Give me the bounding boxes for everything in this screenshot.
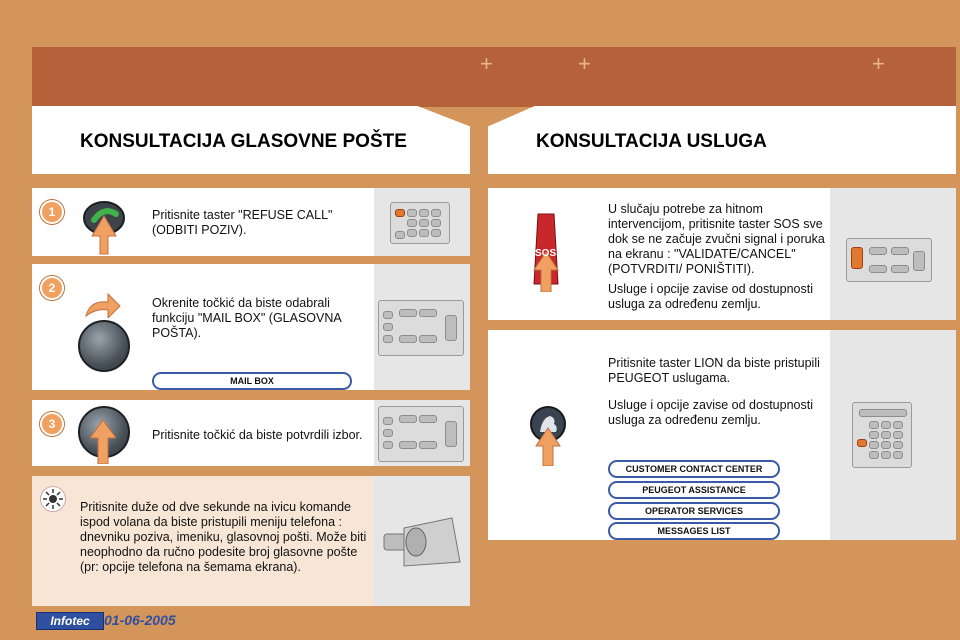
- sos-text: U slučaju potrebe za hitnom intervencijom, pritisnite taster SOS sve dok se ne začuje zvučni signal i poruka na ekranu : "VALIDATE/CANCEL" (POTVRDITI/ PONIŠTITI).: [608, 202, 825, 276]
- keypad-device: [852, 402, 912, 468]
- tip-text: Pritisnite duže od dve sekunde na ivicu komande ispod volana da biste pristupili meniju telefona : dnevniku poziva, imeniku, glasovnoj pošti. Može biti neophodno da ručno podesite broj glasovne pošte (pr: opcije telefona na šemama ekrana).: [80, 500, 367, 574]
- steering-stalk-icon: [380, 512, 464, 572]
- footer-date: 01-06-2005: [104, 612, 176, 628]
- plus-ornament-icon: +: [578, 51, 591, 76]
- page-title-right: KONSULTACIJA USLUGA: [536, 131, 767, 152]
- lion-text: Pritisnite taster LION da biste pristupili PEUGEOT uslugama.: [608, 356, 820, 385]
- menu-item-operator-services[interactable]: OPERATOR SERVICES: [608, 502, 780, 520]
- step-2-panel: [32, 264, 470, 390]
- step-3-panel: [32, 400, 470, 466]
- step-3-text: Pritisnite točkić da biste potvrdili izbor.: [152, 428, 363, 442]
- infotec-logo: Infotec: [36, 612, 104, 630]
- sos-availability-text: Usluge i opcije zavise od dostupnosti usluga za određenu zemlju.: [608, 282, 813, 311]
- rotary-knob-icon: [78, 320, 130, 372]
- rotate-arrow-icon: [82, 292, 122, 318]
- tip-sun-icon: [40, 486, 66, 512]
- step-number-badge: 1: [40, 200, 64, 224]
- header-band: [32, 47, 956, 107]
- sos-label: SOS: [535, 248, 557, 259]
- phone-reject-button-icon: [76, 194, 136, 256]
- page-title-left: KONSULTACIJA GLASOVNE POŠTE: [80, 131, 407, 152]
- menu-item-messages-list[interactable]: MESSAGES LIST: [608, 522, 780, 540]
- lion-panel: [488, 330, 956, 540]
- tip-panel: [32, 476, 470, 606]
- step-2-text: Okrenite točkić da biste odabrali funkciju "MAIL BOX" (GLASOVNA POŠTA).: [152, 296, 342, 340]
- menu-item-customer-contact-center[interactable]: CUSTOMER CONTACT CENTER: [608, 460, 780, 478]
- press-arrow-icon: [90, 420, 116, 464]
- step-number-badge: 3: [40, 412, 64, 436]
- step-number-badge: 2: [40, 276, 64, 300]
- lion-button-icon: [528, 406, 568, 466]
- device-illustration-panel: [374, 188, 470, 256]
- radio-device: [378, 406, 464, 462]
- step-1-panel: [32, 188, 470, 256]
- plus-ornament-icon: +: [480, 51, 493, 76]
- radio-device: [846, 238, 932, 282]
- step-1-text: Pritisnite taster "REFUSE CALL" (ODBITI POZIV).: [152, 208, 333, 237]
- lion-availability-text: Usluge i opcije zavise od dostupnosti usluga za određenu zemlju.: [608, 398, 813, 427]
- menu-item-peugeot-assistance[interactable]: PEUGEOT ASSISTANCE: [608, 481, 780, 499]
- radio-device: [378, 300, 464, 356]
- mail-box-menu-item[interactable]: MAIL BOX: [152, 372, 352, 390]
- device-illustration-panel: [830, 330, 956, 540]
- device-illustration-panel: [374, 476, 470, 606]
- sos-panel: [488, 188, 956, 320]
- device-illustration-panel: [374, 264, 470, 390]
- device-illustration-panel: [830, 188, 956, 320]
- device-illustration-panel: [374, 400, 470, 466]
- keypad-device: [390, 202, 450, 244]
- plus-ornament-icon: +: [872, 51, 885, 76]
